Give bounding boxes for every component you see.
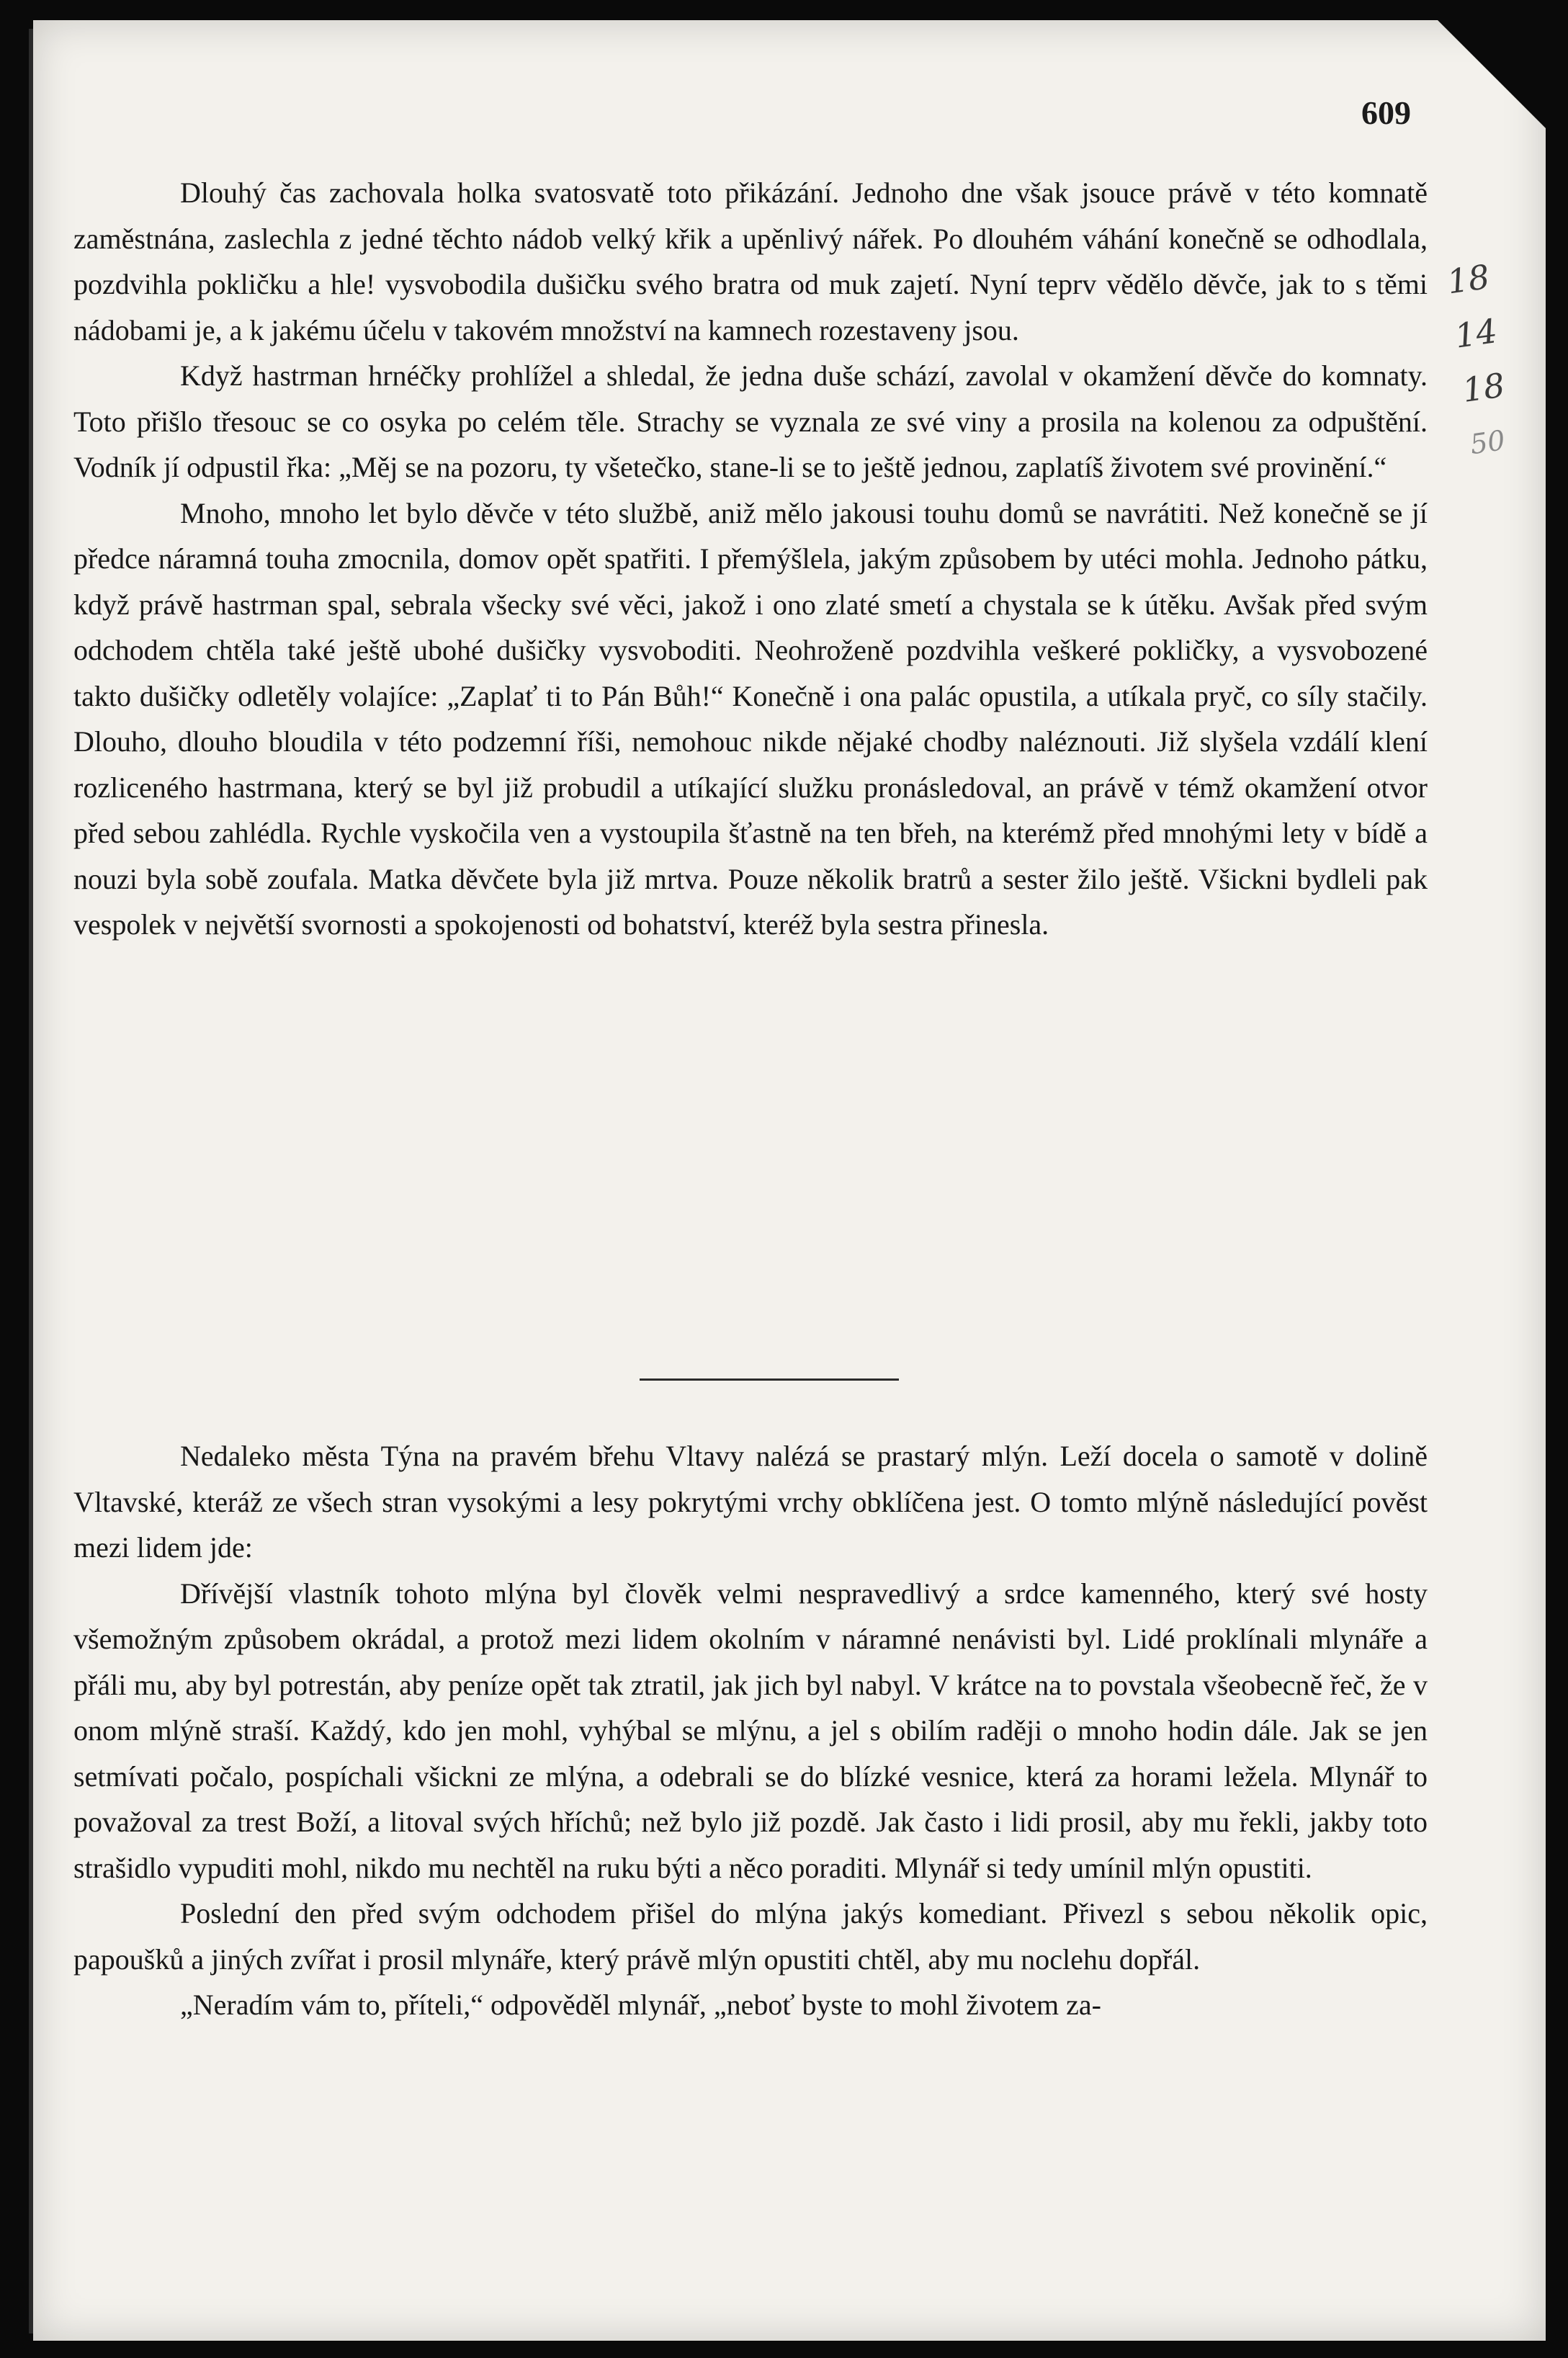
page-corner [1438,20,1546,128]
paragraph: Poslední den před svým odchodem přišel do mlýna jakýs komediant. Přivezl s sebou několik opic, papoušků a jiných zvířat i prosil mlynáře, který právě mlýn opustiti chtěl, aby mu noclehu dopřál. [73,1897,1428,1976]
story-text-top [73,170,1428,948]
section-separator [640,1379,899,1381]
paragraph: „Neradím vám to, příteli,“ odpověděl mlynář, „neboť byste to mohl životem za- [180,1989,1101,2021]
paragraph: Mnoho, mnoho let bylo děvče v této službě, aniž mělo jakousi touhu domů se navrátiti. Než konečně se jí předce náramná touha zmocnila, domov opět spatřiti. I přemýšlela, jakým způsobem by utéci mohla. Jednoho pátku, když právě hastrman spal, sebrala všecky své věci, jakož i ono zlaté smetí a chystala se k útěku. Avšak před svým odchodem chtěla také ještě ubohé dušičky vysvoboditi. Neohroženě pozdvihla veškeré pokličky, a vysvobozené takto dušičky odletěly volajíce: „Zaplať ti to Pán Bůh!“ Konečně i ona palác opustila, a utíkala pryč, co síly stačily. Dlouho, dlouho bloudila v této podzemní říši, nemohouc nikde nějaké chodby naléznouti. Již slyšela vzdálí klení rozliceného hastrmana, který se byl již probudil a utíkající služku pronásledoval, an právě v témž okamžení otvor před sebou zahlédla. Rychle vyskočila ven a vystoupila šťastně na ten břeh, na kterémž před mnohými lety v bídě a nouzi byla sobě zoufala. Matka děvčete byla již mrtva. Pouze několik bratrů a sester žilo ještě. Všickni bydleli pak vespolek v největší svornosti a spokojenosti od bohatství, kteréž byla sestra přinesla. [73,496,1428,941]
margin-note: 18 [1460,365,1507,411]
margin-note: 18 [1444,256,1492,302]
paragraph: Nedaleko města Týna na pravém břehu Vltavy nalézá se prastarý mlýn. Leží docela o samotě v dolině Vltavské, kteráž ze všech stran vysokými a lesy pokrytými vrchy obklíčena jest. O tomto mlýně následující pověst mezi lidem jde: [73,1440,1428,1564]
paragraph: Dřívější vlastník tohoto mlýna byl člověk velmi nespravedlivý a srdce kamenného, který své hosty všemožným způsobem okrádal, a protož mezi lidem okolním v náramné nenávisti byl. Lidé proklínali mlynáře a přáli mu, aby byl potrestán, aby peníze opět tak ztratil, jak jich byl nabyl. V krátce na to povstala všeobecně řeč, že v onom mlýně straší. Každý, kdo jen mohl, vyhýbal se mlýnu, a jel s obilím raději o mnoho hodin dále. Jak se jen setmívati počalo, pospíchali všickni ze mlýna, a odebrali se do blízké vesnice, která za horami ležela. Mlynář to považoval za trest Boží, a litoval svých hříchů; než bylo již pozdě. Jak často i lidi prosil, aby mu řekli, jakby toto strašidlo vypuditi mohl, nikdo mu nechtěl na ruku býti a něco poraditi. Mlynář si tedy umínil mlýn opustiti. [73,1577,1428,1884]
page-number: 609 [1361,94,1411,131]
story-text-bottom [73,1433,1428,2028]
paragraph: Dlouhý čas zachovala holka svatosvatě toto přikázání. Jednoho dne však jsouce právě v této komnatě zaměstnána, zaslechla z jedné těchto nádob velký křik a upěnlivý nářek. Po dlouhém váhání konečně se odhodlala, pozdvihla pokličku a hle! vysvobodila dušičku svého bratra od muk zajetí. Nyní teprv vědělo děvče, jak to s těmi nádobami je, a k jakému účelu v takovém množství na kamnech rozestaveny jsou. [73,176,1428,346]
margin-note: 50 [1468,424,1507,461]
paragraph: Když hastrman hrnéčky prohlížel a shledal, že jedna duše schází, zavolal v okamžení děvče do komnaty. Toto přišlo třesouc se co osyka po celém těle. Strachy se vyznala ze své viny a prosila na kolenou za odpuštění. Vodník jí odpustil řka: „Měj se na pozoru, ty všetečko, stane-li se to ještě jednou, zaplatíš životem své provinění.“ [73,359,1428,483]
margin-note: 14 [1452,311,1500,356]
